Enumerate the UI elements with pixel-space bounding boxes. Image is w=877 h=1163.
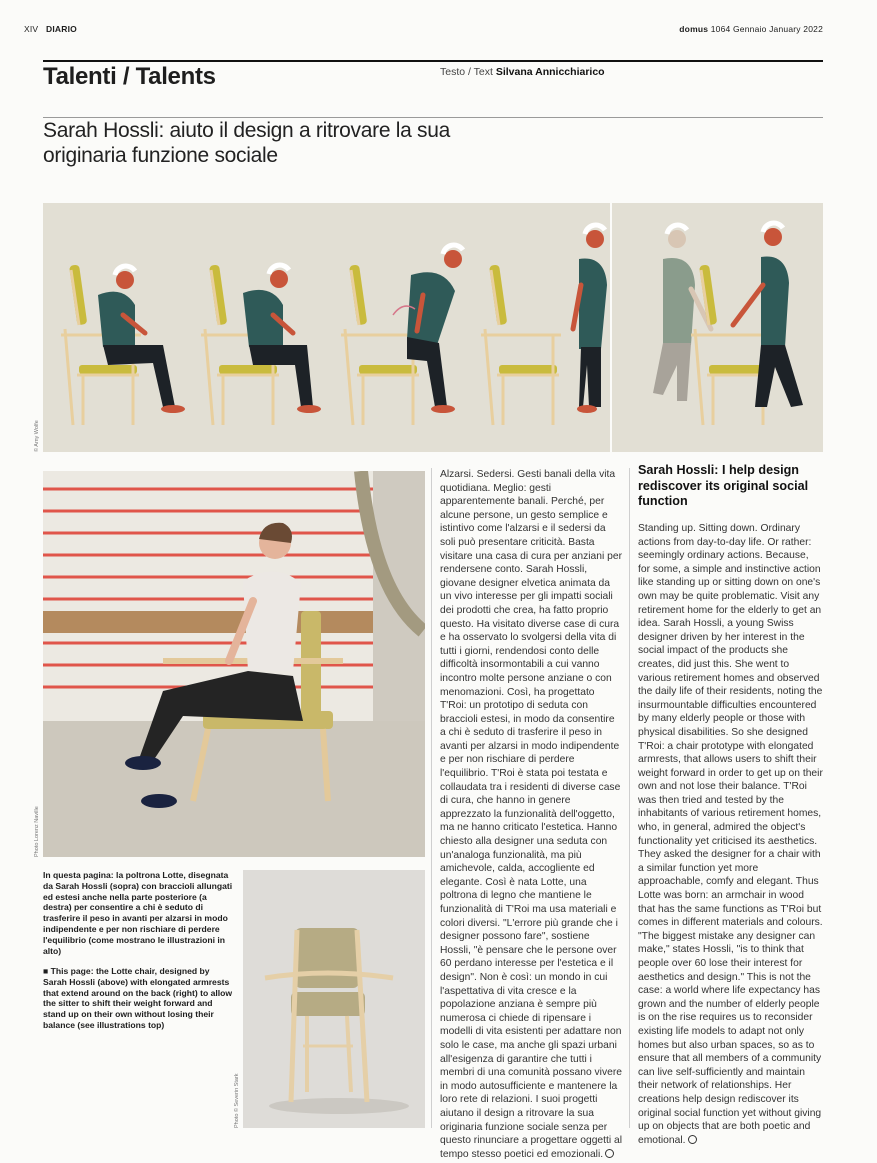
issue-info: 1064 Gennaio January 2022	[710, 24, 823, 34]
page-folio-right	[679, 24, 823, 34]
column-rule-right	[629, 468, 630, 1128]
section-label: DIARIO	[46, 24, 77, 34]
illustration-credit: © Amy Wolfe	[34, 420, 40, 452]
caption-english: ■ This page: the Lotte chair, designed by Sarah Hossli (above) with elongated armrests that extend around on the back (right) to allow the sitter to shift their weight forward and stand up on their own without losing their balance (see illustrations top)	[43, 966, 233, 1030]
figure-leaning	[341, 245, 463, 425]
caption-italian: In questa pagina: la poltrona Lotte, disegnata da Sarah Hossli (sopra) con braccioli allungati ed estesi anche nella parte posteriore (a destra) per consentire a chi è seduto di trasferire il peso in avanti per alzarsi in modo indipendente e per non rischiare di perdere l'equilibrio (come mostrano le illustrazioni in alto)	[43, 870, 233, 956]
article-headline: Sarah Hossli: aiuto il design a ritrovare la sua originaria funzione sociale	[43, 119, 450, 167]
page-number: XIV	[24, 24, 39, 34]
designer-portrait-photo	[43, 471, 425, 857]
page-folio-left	[24, 24, 77, 34]
figure-seated-1	[61, 264, 185, 425]
end-mark-icon	[688, 1135, 697, 1144]
figure-seated-2	[201, 264, 321, 425]
byline-author: Silvana Annicchiarico	[495, 66, 605, 78]
magazine-name: domus	[679, 24, 709, 34]
body-text-italian	[440, 468, 623, 1161]
figure-pair	[653, 223, 803, 425]
end-mark-icon	[605, 1149, 614, 1158]
illustration-sequence	[43, 203, 823, 452]
byline-label: Testo / Text	[440, 66, 493, 78]
body-text-english	[638, 522, 823, 1147]
section-title: Talenti / Talents	[43, 63, 216, 90]
body-italian-text: Alzarsi. Sedersi. Gesti banali della vita quotidiana. Meglio: gesti apparentemente banali. Perché, per alcune persone, un gesto semplice e istintivo come l'alzarsi e il sedersi da soli può presentare criticità. Basta visitare una casa di cura per anziani per rendersene conto. Sarah Hossli, giovane designer elvetica animata da un vivo interesse per gli impatti sociali dei prodotti che crea, ha fatto proprio questo. Ha visitato diverse case di cura e ha osservato lo svolgersi della vita di tutti i giorni, rendendosi conto delle difficoltà insormontabili a cui vanno incontro molte persone anziane o con menomazioni. Così, ha progettato T'Roi: un prototipo di seduta con braccioli estesi, in modo da consentire a chi è seduto di trasferire il peso in avanti per alzarsi in modo indipendente e per non rischiare di perdere l'equilibrio. T'Roi è stata poi testata e collaudata tra i residenti di diverse case di cura, che hanno in genere apprezzato la funzionalità dell'oggetto, ma ne hanno criticato l'estetica. Hanno chiesto alla designer una seduta con un'analoga funzionalità, ma più amichevole, calda, accogliente ed elegante. Così è nata Lotte, una poltrona di legno che mantiene le funzionalità di T'Roi ma usa materiali e colori diversi. "L'errore più grande che i designer possono fare", sostiene Hossli, "è pensare che le persone over 60 perdano interesse per l'estetica e il design". Non è così: un mondo in cui l'aspettativa di vita cresce e la popolazione anziana è sempre più numerosa ci chiede di ripensare i modelli di vita esistenti per adattare non solo le case, ma anche gli spazi urbani all'esigenza di garantire che tutti i membri di una comunità possano vivere in modo autosufficiente e mantenere la loro rete di relazioni. I suoi progetti aiutano il design a ritrovare la sua originaria funzione sociale senza per questo rinunciare a progettare oggetti al tempo stesso poetici ed emozionali.	[440, 469, 623, 1160]
body-english-text: Standing up. Sitting down. Ordinary actions from day-to-day life. Or rather: seemingly ordinary actions. Because, for some, a simple and instinctive action like standing up or sitting down on one's own may be quite problematic. Visit any retirement home for the elderly to get an idea. Sarah Hossli, a young Swiss designer driven by her interest in the social impact of the products she creates, did just this. She went to various retirement homes and observed the daily life of their residents, noting the insurmountable difficulties encountered by many elderly people or those with physical disabilities. So she designed T'Roi: a chair prototype with elongated armrests, that allows users to shift their weight forward in order to get up on their own and not lose their balance. T'Roi was then tried and tested by the inhabitants of various retirement homes, who, in general, admired the object's functionality yet criticised its aesthetics. They asked the designer for a chair with a similar function yet more approachable, comfy and elegant. Thus Lotte was born: an armchair in wood that has the same functions as T'Roi but comes in different materials and colours. "The biggest mistake any designer can make," states Hossli, "is to think that people over 60 lose their interest for aesthetics and design." This is not the case: a world where life expectancy has grown and the number of elderly people is on the rise requires us to reconsider existing life models to adapt not only homes but also urban spaces, so as to ensure that all members of a community can live self-sufficiently and maintain their network of relationships. Her creations help design rediscover its original social function yet without giving up on objects that are both poetic and emotional.	[638, 523, 823, 1146]
column-rule-left	[431, 468, 432, 1128]
english-title: Sarah Hossli: I help design rediscover its original social function	[638, 463, 809, 508]
photo-credit-2: Photo © Severin Stark	[234, 1073, 240, 1128]
lotte-chair-photo	[243, 870, 425, 1128]
illustration-divider	[610, 203, 612, 452]
figure-standing	[481, 225, 607, 425]
header-rule	[43, 60, 823, 62]
byline	[440, 66, 605, 78]
photo-credit-1: Photo Lorenz Naville	[34, 806, 40, 857]
